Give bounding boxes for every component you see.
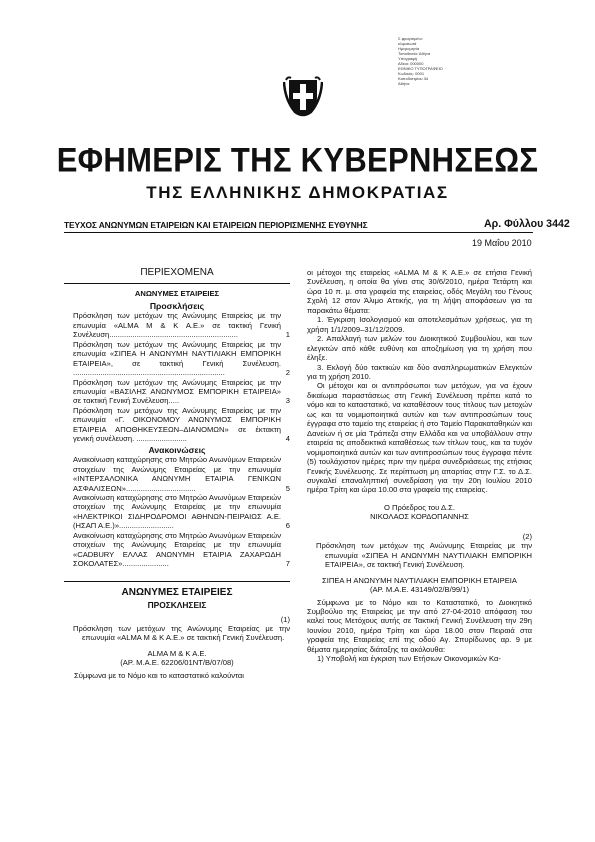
toc-entry[interactable] — [64, 311, 290, 339]
stamp-line: Αδεια: 000000 — [398, 61, 424, 66]
notice-paragraph: Σύμφωνα με το Νόμο και το Καταστατικό, το Διοικητικό Συμβούλιο της Εταιρείας με την από 27-04-2010 απόφαση του καλεί τους Μετόχους αυτής σε Τακτική Γενική Συνέλευση την 29η Ιουνίου 2010, ημέρα Τρίτη και ώρα 18.00 στον Πειραιά στα γραφεία της Εταιρείας επί της οδού Αγ. Σπυρίδωνος αρ. 9 με θέματα ημερησίας διάταξης τα ακόλουθα: — [307, 597, 532, 654]
notice-number: (1) — [280, 614, 290, 624]
stamp-line: Αθήνα — [398, 81, 410, 86]
toc-entry-number: 5 — [285, 483, 290, 493]
company-registration: (ΑΡ. Μ.Α.Ε. 43149/02/Β/99/1) — [369, 585, 470, 595]
signature-role: Ο Πρόεδρος του Δ.Σ. — [384, 502, 455, 512]
notice-body: Σύμφωνα με το Νόμο και το καταστατικό καλούνται — [74, 670, 244, 680]
header-rule — [64, 232, 533, 233]
stamp-line: Κωδικός: 0001 — [398, 71, 425, 76]
toc-entry-text: Ανακοίνωση καταχώρησης στο Μητρώο Ανωνύμων Εταιρειών στοιχείων της Ανώνυμης Εταιρείας με την επωνυμία «CADBURY ΕΛΛΑΣ ΑΝΩΝΥΜΗ ΕΤΑΙΡΙΑ ΖΑΧΑΡΩΔΗ ΣΟΚΟΛΑΤΕΣ»...................... — [73, 530, 281, 569]
left-column — [64, 268, 290, 680]
notice-title: Πρόσκληση των μετόχων της Ανώνυμης Εταιρείας με την επωνυμία «ΣΙΠΕΑ Η ΑΝΩΝΥΜΗ ΝΑΥΤΙΛΙΑΚΗ ΕΜΠΟΡΙΚΗ ΕΤΑΙΡΕΙΑ», σε τακτική Γενική Συνέλευση. — [316, 541, 532, 570]
toc-entry-number: 2 — [285, 368, 290, 378]
toc-entry-text: Πρόσκληση των μετόχων της Ανώνυμης Εταιρείας με την επωνυμία «Γ. ΟΙΚΟΝΟΜΟΥ ΑΝΩΝΥΜΟΣ ΕΜΠΟΡΙΚΗ ΕΤΑΙΡΕΙΑ ΑΠΟΘΗΚΕΥΣΕΩΝ–ΔΙΑΝΟΜΩΝ» σε έκτακτη γενική συνέλευση. ........................ — [73, 405, 281, 444]
toc-entry-number: 6 — [285, 521, 290, 531]
section-heading: ΑΝΩΝΥΜΕΣ ΕΤΑΙΡΕΙΕΣ — [121, 586, 233, 598]
right-column — [307, 268, 532, 664]
toc-rule — [64, 283, 290, 284]
notice-paragraph: οι μέτοχοι της εταιρείας «ALMA M & K A.E.» σε ετήσια Γενική Συνέλευση, η οποία θα γίνει στις 30/6/2010, ημέρα Τετάρτη και ώρα 10 π. μ. στα γραφεία της εταιρείας, οδός Μεγάλη του Γένους Σχολή 12 στον Άλιμο Αττικής, για τη λήψη αποφάσεων για τα παρακάτω θέματα: — [307, 268, 532, 315]
toc-entry-number: 7 — [285, 559, 290, 569]
sheet-number: Αρ. Φύλλου 3442 — [484, 218, 570, 230]
company-name: ALMA M & K A.E. — [147, 648, 207, 658]
gazette-title: ΕΦΗΜΕΡΙΣ ΤΗΣ ΚΥΒΕΡΝΗΣΕΩΣ — [56, 140, 539, 180]
agenda-item: 1) Υποβολή και έγκριση των Ετήσιων Οικονομικών Κα- — [317, 654, 501, 664]
toc-entry-text: Πρόσκληση των μετόχων της Ανώνυμης Εταιρείας με την επωνυμία «ALMA M & K A.E.» σε τακτική Γενική Συνέλευση............................................................. — [73, 311, 281, 340]
notice-title: Πρόσκληση των μετόχων της Ανώνυμης Εταιρείας με την επωνυμία «ALMA M & K A.E.» σε τακτική Γενική Συνέλευση. — [73, 623, 290, 643]
issue-date: 19 Μαΐου 2010 — [472, 238, 532, 248]
toc-entry[interactable] — [64, 378, 290, 406]
signature-name: ΝΙΚΟΛΑΟΣ ΚΟΡΔΟΠΑΝΝΗΣ — [370, 512, 469, 522]
toc-heading: ΠΕΡΙΕΧΟΜΕΝΑ — [140, 267, 214, 278]
stamp-line: ΕΘΝΙΚΟ ΤΥΠΟΓΡΑΦΕΙΟ — [398, 66, 443, 71]
toc-group-announcements: Ανακοινώσεις — [148, 444, 206, 455]
stamp-line: Σ φραγισμένο — [398, 36, 423, 41]
toc-section: ΑΝΩΝΥΜΕΣ ΕΤΑΙΡΕΙΕΣ — [134, 289, 220, 299]
agenda-item: 1. Έγκριση Ισολογισμού και αποτελεσμάτων χρήσεως, για τη χρήση 1/1/2009–31/12/2009. — [307, 315, 532, 334]
stamp-line: κλιμακωτά — [398, 41, 417, 46]
company-name: ΣΙΠΕΑ Η ΑΝΩΝΥΜΗ ΝΑΥΤΙΛΙΑΚΗ ΕΜΠΟΡΙΚΗ ΕΤΑΙΡΕΙΑ — [322, 575, 517, 585]
agenda-item: 2. Απαλλαγή των μελών του Διοικητικού Συμβουλίου, και των ελεγκτών από κάθε ευθύνη και αποζημίωση για τη χρήση που έληξε. — [307, 334, 532, 363]
toc-entry-number: 4 — [285, 434, 290, 444]
toc-entry[interactable] — [64, 531, 290, 569]
group-heading: ΠΡΟΣΚΛΗΣΕΙΣ — [147, 600, 207, 611]
toc-entry-number: 3 — [285, 396, 290, 406]
agenda-item: 3. Εκλογή δύο τακτικών και δύο αναπληρωματικών Ελεγκτών για τη χρήση 2010. — [307, 362, 532, 381]
gazette-subtitle: ΤΗΣ ΕΛΛΗΝΙΚΗΣ ΔΗΜΟΚΡΑΤΙΑΣ — [146, 183, 449, 202]
toc-entry-text: Πρόσκληση των μετόχων της Ανώνυμης Εταιρείας με την επωνυμία «ΣΙΠΕΑ Η ΑΝΩΝΥΜΗ ΝΑΥΤΙΛΙΑΚΗ ΕΜΠΟΡΙΚΗ ΕΤΑΙΡΕΙΑ», σε τακτική Γενική Συνέλευση. ........................................................................ — [73, 339, 281, 378]
notice-paragraph: Οι μέτοχοι και οι αντιπρόσωποι των μετόχων, για να έχουν δικαίωμα παραστάσεως στη Γενική Συνέλευση πρέπει κατά το νόμο και το καταστατικό, να καταθέσουν τους τίτλους των μετοχών ως και τα νομιμοποιητικά αυτών και των αντιπροσώπων τους έγγραφα στο ταμείο της εταιρείας ή στο Ταμείο Παρακαταθηκών και Δανείων ή σε μία Τράπεζα στην Ελλάδα και να υποβάλλουν στην εταιρεία τις αποδεικτικά καταθέσεως των τίτλων τους, και τα τυχόν νομιμοποιητικά αυτών και των αντιπροσώπων τους έγγραφα πέντε (5) τουλάχιστον ημέρες πριν την ημέρα συνεδριάσεως της ετήσιας Γενικής Συνέλευσης. Σε περίπτωση μη απαρτίας στην Γ.Σ. το Δ.Σ. συγκαλεί επαναληπτική συνεδρίαση για την 20η Ιουλίου 2010 ημέρα Τρίτη και ώρα 10.00 στα γραφεία της εταιρείας. — [307, 381, 532, 495]
stamp-line: Υπογραφή — [398, 56, 418, 61]
issue-series: ΤΕΥΧΟΣ ΑΝΩΝΥΜΩΝ ΕΤΑΙΡΕΙΩΝ ΚΑΙ ΕΤΑΙΡΕΙΩΝ ΠΕΡΙΟΡΙΣΜΕΝΗΣ ΕΥΘΥΝΗΣ — [64, 220, 368, 230]
coat-of-arms-icon — [283, 70, 323, 120]
toc-entry-number: 1 — [285, 330, 290, 340]
stamp-line: Ημερομηνία — [398, 46, 420, 51]
notice-number: (2) — [522, 531, 532, 541]
stamp-line: Καποδιστρίου 34 — [398, 76, 429, 81]
toc-entry[interactable] — [64, 493, 290, 531]
toc-entry[interactable] — [64, 340, 290, 378]
toc-entry[interactable] — [64, 455, 290, 493]
toc-entry[interactable] — [64, 406, 290, 444]
digital-signature-stamp — [398, 36, 468, 86]
toc-entry-text: Ανακοίνωση καταχώρησης στο Μητρώο Ανωνύμων Εταιρειών στοιχείων της Ανώνυμης Εταιρείας με την επωνυμία «ΗΛΕΚΤΡΙΚΟΙ ΣΙΔΗΡΟΔΡΟΜΟΙ ΑΘΗΝΩΝ-ΠΕΙΡΑΙΩΣ Α.Ε. (ΗΣΑΠ Α.Ε.)».......................... — [73, 492, 281, 531]
toc-group-invitations: Προσκλήσεις — [149, 300, 205, 311]
stamp-line: Τοποθεσία: Αθήνα — [398, 51, 431, 56]
company-registration: (ΑΡ. Μ.Α.Ε. 62206/01ΝΤ/Β/07/08) — [120, 658, 234, 668]
section-rule — [64, 581, 290, 582]
toc-entry-text: Πρόσκληση των μετόχων της Ανώνυμης Εταιρείας με την επωνυμία «ΒΑΣΙΛΗΣ ΑΝΩΝΥΜΟΣ ΕΜΠΟΡΙΚΗ ΕΤΑΙΡΕΙΑ» σε τακτική Γενική Συνέλευση..... — [73, 377, 281, 406]
toc-entry-text: Ανακοίνωση καταχώρησης στο Μητρώο Ανωνύμων Εταιρειών στοιχείων της Ανώνυμης Εταιρείας με την επωνυμία «ΙΝΤΕΡΣΑΛΟΝΙΚΑ ΑΝΩΝΥΜΗ ΕΤΑΙΡΙΑ ΓΕΝΙΚΩΝ ΑΣΦΑΛΙΣΕΩΝ»................................. — [73, 455, 281, 493]
